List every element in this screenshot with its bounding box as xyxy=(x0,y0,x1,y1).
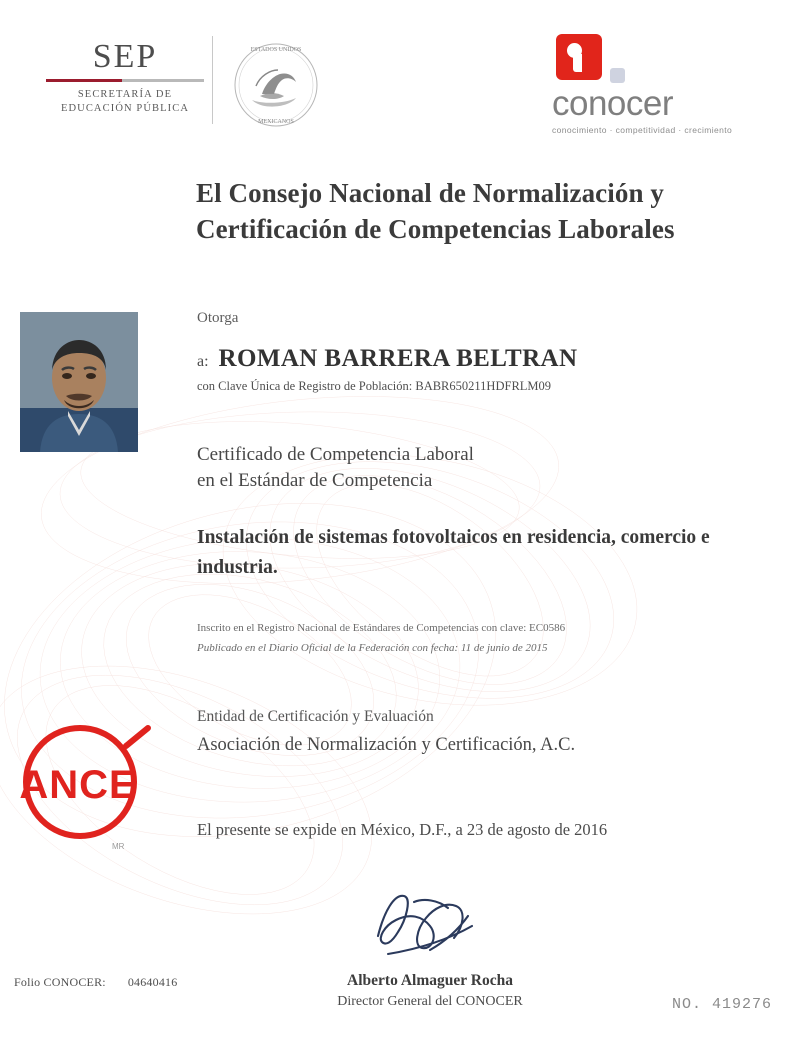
signer-name: Alberto Almaguer Rocha xyxy=(347,972,513,989)
conocer-mark-icon xyxy=(556,34,602,80)
conocer-accent-square-icon xyxy=(610,68,625,83)
grants-label: Otorga xyxy=(197,310,239,326)
signature-mark xyxy=(360,880,490,965)
standard-title: Instalación de sistemas fotovoltaicos en residencia, comercio e industria. xyxy=(197,527,710,579)
holder-line xyxy=(197,345,757,373)
conocer-tagline: conocimiento · competitividad · crecimiento xyxy=(552,125,733,135)
certificate-line-1: Certificado de Competencia Laboral xyxy=(197,444,474,465)
folio xyxy=(14,975,177,990)
page-title-line2: Certificación de Competencias Laborales xyxy=(196,213,675,244)
signer-role: Director General del CONOCER xyxy=(337,994,523,1009)
conocer-logo xyxy=(552,34,762,135)
sep-logo xyxy=(45,40,205,116)
ance-trademark: MR xyxy=(112,842,125,851)
svg-text:ANCE: ANCE xyxy=(19,763,137,807)
registry-note: Inscrito en el Registro Nacional de Estándares de Competencias con clave: EC0586 xyxy=(197,622,566,634)
sep-subtitle-line2: EDUCACIÓN PÚBLICA xyxy=(60,103,190,115)
mexican-coat-of-arms-icon xyxy=(222,42,330,128)
holder-name: ROMAN BARRERA BELTRAN xyxy=(218,345,578,372)
folio-value: 04640416 xyxy=(127,975,178,989)
issue-statement: El presente se expide en México, D.F., a 23 de agosto de 2016 xyxy=(197,820,608,839)
svg-text:ESTADOS UNIDOS: ESTADOS UNIDOS xyxy=(250,47,302,53)
ance-logo-icon xyxy=(8,720,158,855)
published-note: Publicado en el Diario Oficial de la Federación con fecha: 11 de junio de 2015 xyxy=(197,642,548,654)
sep-subtitle-line1: SECRETARÍA DE xyxy=(77,89,173,100)
sep-rule xyxy=(46,79,204,82)
entity-label: Entidad de Certificación y Evaluación xyxy=(197,708,434,725)
page-title-line1: El Consejo Nacional de Normalización y xyxy=(196,178,665,208)
sep-acronym: SEP xyxy=(92,38,158,75)
document-number: NO. 419276 xyxy=(672,996,773,1013)
document-header xyxy=(0,28,800,138)
holder-photo xyxy=(20,312,138,452)
header-divider xyxy=(212,36,213,124)
entity-name: Asociación de Normalización y Certificación, A.C. xyxy=(197,735,576,755)
svg-text:MEXICANOS: MEXICANOS xyxy=(258,119,294,125)
curp-label: con Clave Única de Registro de Población: xyxy=(197,379,413,393)
folio-label: Folio CONOCER: xyxy=(14,975,106,989)
curp-value: BABR650211HDFRLM09 xyxy=(415,379,552,393)
curp-line xyxy=(197,379,551,394)
to-label: a: xyxy=(197,353,209,370)
conocer-wordmark: conocer xyxy=(552,84,674,123)
certificate-line-2: en el Estándar de Competencia xyxy=(197,470,433,491)
page-title xyxy=(196,176,756,248)
